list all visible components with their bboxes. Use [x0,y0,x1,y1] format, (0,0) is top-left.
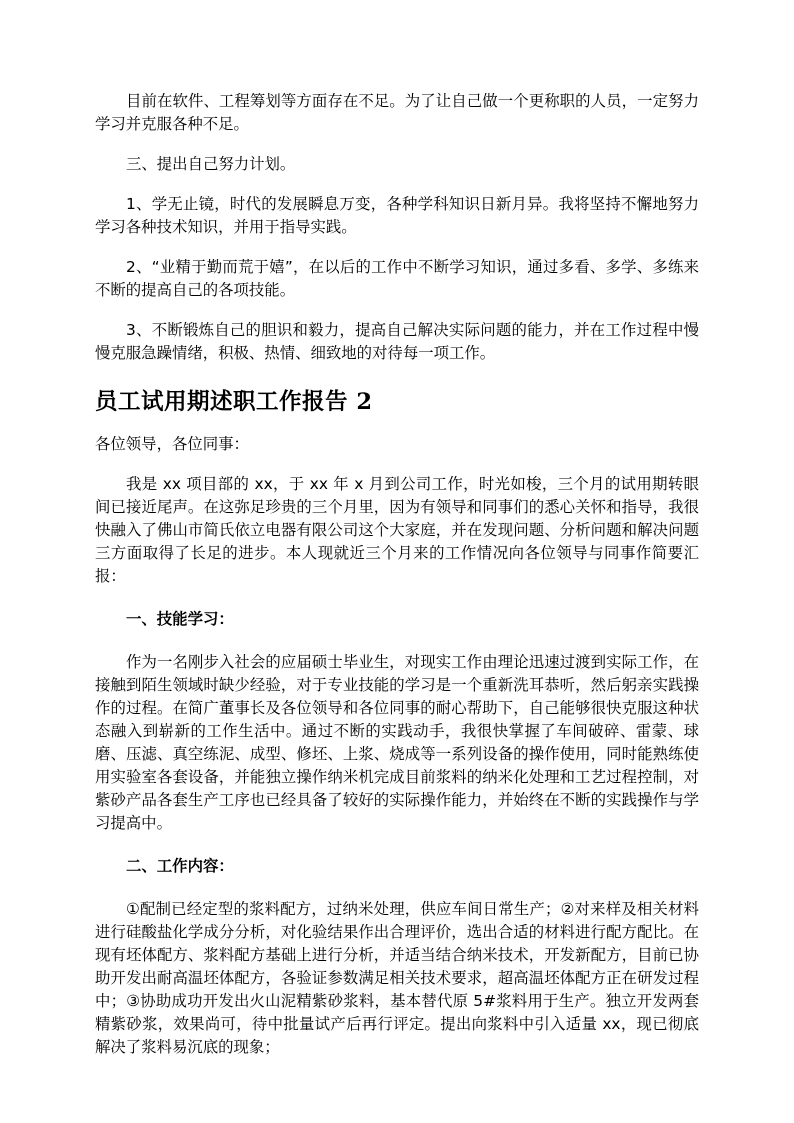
plan-item-2: 2、“业精于勤而荒于嬉”，在以后的工作中不断学习知识，通过多看、多学、多练来不断的提高自己的各项技能。 [95,258,699,299]
salutation: 各位领导，各位同事： [95,435,249,453]
paragraph-intro: 目前在软件、工程筹划等方面存在不足。为了让自己做一个更称职的人员，一定努力学习并克服各种不足。 [95,92,699,133]
document-body [95,90,699,1059]
heading-skills: 一、技能学习： [126,610,234,628]
plan-item-1: 1、学无止镜，时代的发展瞬息万变，各种学科知识日新月异。我将坚持不懈地努力学习各种技术知识，并用于指导实践。 [95,195,699,236]
paragraph-work: ①配制已经定型的浆料配方，过纳米处理，供应车间日常生产；②对来样及相关材料进行硅酸盐化学成分分析，对化验结果作出合理评价，选出合适的材料进行配方配比。在现有坯体配方、浆料配方基础上进行分析，并适当结合纳米技术，开发新配方，目前已协助开发出耐高温坯体配方，各验证参数满足相关技术要求，超高温坯体配方正在研发过程中；③协助成功开发出火山泥精紫砂浆料，基本替代原 5#浆料用于生产。独立开发两套精紫砂浆，效果尚可，待中批量试产后再行评定。提出向浆料中引入适量 xx，现已彻底解决了浆料易沉底的现象； [95,900,699,1056]
heading-work: 二、工作内容： [126,857,234,875]
report-title: 员工试用期述职工作报告 2 [95,389,373,415]
heading-plan: 三、提出自己努力计划。 [126,155,296,173]
paragraph-skills: 作为一名刚步入社会的应届硕士毕业生，对现实工作由理论迅速过渡到实际工作，在接触到陌生领域时缺少经验，对于专业技能的学习是一个重新洗耳恭听，然后躬亲实践操作的过程。在简广董事长及各位领导和各位同事的耐心帮助下，自己能够很快克服这种状态融入到崭新的工作生活中。通过不断的实践动手，我很快掌握了车间破碎、雷蒙、球磨、压滤、真空练泥、成型、修坯、上浆、烧成等一系列设备的操作使用，同时能熟练使用实验室各套设备，并能独立操作纳米机完成目前浆料的纳米化处理和工艺过程控制，对紫砂产品各套生产工序也已经具备了较好的实际操作能力，并始终在不断的实践操作与学习提高中。 [95,653,699,832]
paragraph-introduction: 我是 xx 项目部的 xx，于 xx 年 x 月到公司工作，时光如梭，三个月的试用期转眼间已接近尾声。在这弥足珍贵的三个月里，因为有领导和同事们的悉心关怀和指导，我很快融入了佛山市简氏依立电器有限公司这个大家庭，并在发现问题、分析问题和解决问题三方面取得了长足的进步。本人现就近三个月来的工作情况向各位领导与同事作简要汇报： [95,475,699,585]
plan-item-3: 3、不断锻炼自己的胆识和毅力，提高自己解决实际问题的能力，并在工作过程中慢慢克服急躁情绪，积极、热情、细致地的对待每一项工作。 [95,321,699,362]
